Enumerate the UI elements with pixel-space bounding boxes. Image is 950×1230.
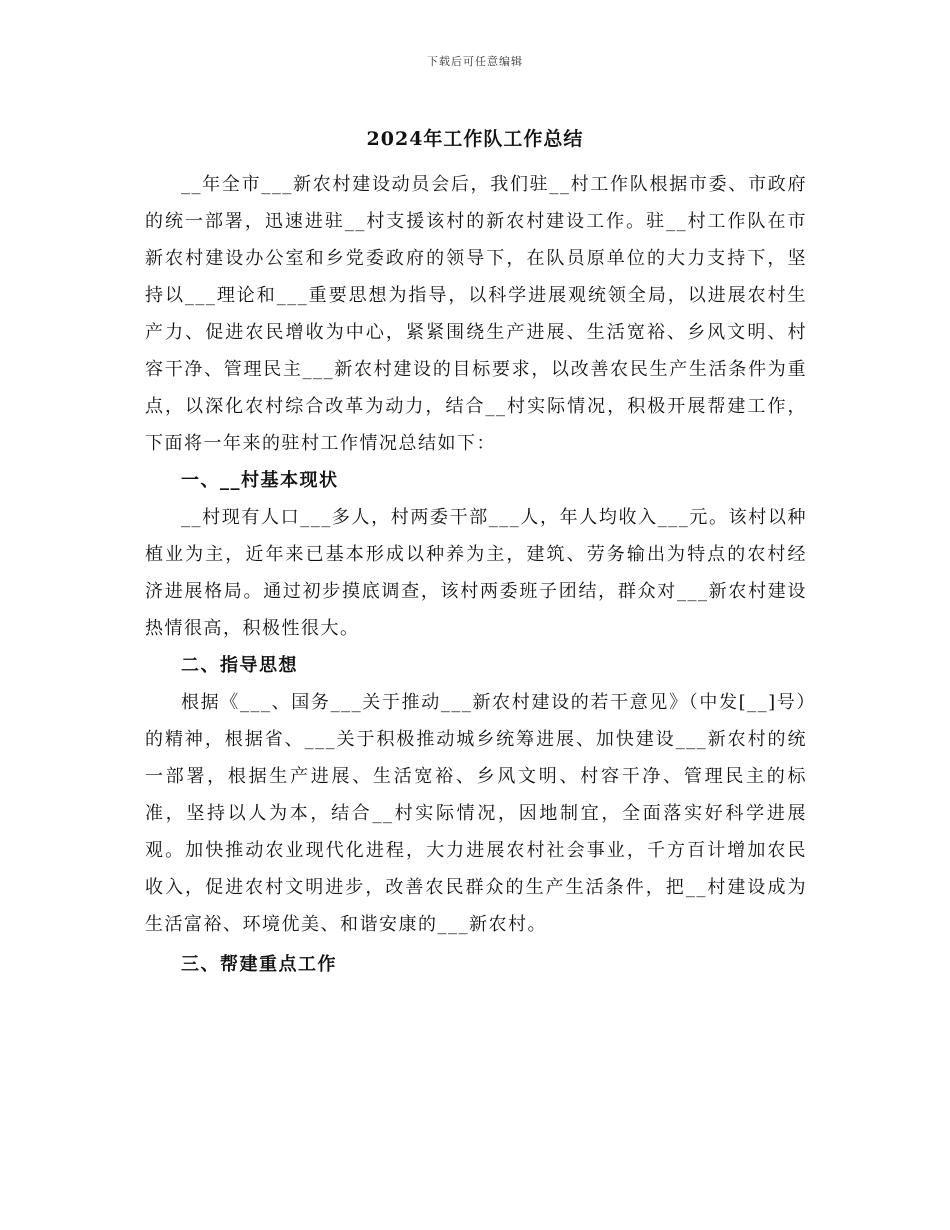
section-body-2: 根据《___、国务___关于推动___新农村建设的若干意见》（中发[__]号）的精神，根据省、___关于积极推动城乡统筹进展、加快建设___新农村的统一部署，根据生产进展、生活宽裕、乡风文明、村容干净、管理民主的标准，坚持以人为本，结合__村实际情况，因地制宜，全面落实好科学进展观。加快推动农业现代化进程，大力进展农村社会事业，千方百计增加农民收入，促进农村文明进步，改善农民群众的生产生活条件，把__村建设成为生活富裕、环境优美、和谐安康的___新农村。	[145, 692, 807, 935]
section-heading-2: 二、指导思想	[181, 655, 298, 676]
document-body	[145, 166, 807, 983]
document-title: 2024年工作队工作总结	[366, 128, 584, 150]
section-body-1: __村现有人口___多人，村两委干部___人，年人均收入___元。该村以种植业为主，近年来已基本形成以种养为主，建筑、劳务输出为特点的农村经济进展格局。通过初步摸底调查，该村两委班子团结，群众对___新农村建设热情很高，积极性很大。	[145, 507, 807, 639]
section-heading-3: 三、帮建重点工作	[181, 954, 337, 975]
intro-paragraph: __年全市___新农村建设动员会后，我们驻__村工作队根据市委、市政府的统一部署，迅速进驻__村支援该村的新农村建设工作。驻__村工作队在市新农村建设办公室和乡党委政府的领导下，在队员原单位的大力支持下，坚持以___理论和___重要思想为指导，以科学进展观统领全局，以进展农村生产力、促进农民增收为中心，紧紧围绕生产进展、生活宽裕、乡风文明、村容干净、管理民主___新农村建设的目标要求，以改善农民生产生活条件为重点，以深化农村综合改革为动力，结合__村实际情况，积极开展帮建工作，下面将一年来的驻村工作情况总结如下：	[145, 174, 807, 454]
section-heading-1: 一、__村基本现状	[181, 470, 339, 491]
header-note: 下载后可任意编辑	[427, 55, 523, 68]
